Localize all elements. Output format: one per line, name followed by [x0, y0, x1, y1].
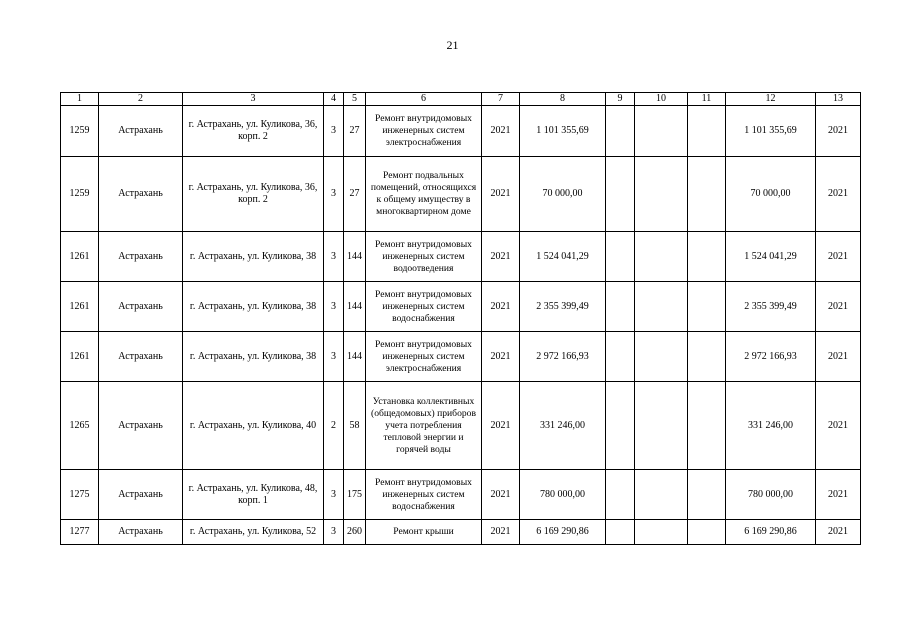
column-header: 2	[99, 93, 183, 106]
column-5-cell: 144	[344, 282, 366, 332]
address-cell: г. Астрахань, ул. Куликова, 36, корп. 2	[183, 106, 324, 157]
column-9-cell	[606, 332, 635, 382]
row-number: 1259	[61, 106, 99, 157]
cost-cell: 70 000,00	[520, 157, 606, 232]
work-type-cell: Ремонт внутридомовых инженерных систем водоотведения	[366, 232, 482, 282]
work-type-cell: Ремонт внутридомовых инженерных систем электроснабжения	[366, 332, 482, 382]
column-9-cell	[606, 470, 635, 520]
work-type-cell: Ремонт внутридомовых инженерных систем электроснабжения	[366, 106, 482, 157]
row-number: 1261	[61, 282, 99, 332]
column-5-cell: 260	[344, 520, 366, 545]
table-row	[61, 106, 861, 157]
total-cell: 2 355 399,49	[726, 282, 816, 332]
column-5-cell: 27	[344, 157, 366, 232]
cost-cell: 2 972 166,93	[520, 332, 606, 382]
row-number: 1261	[61, 232, 99, 282]
column-10-cell	[635, 157, 688, 232]
column-header: 7	[482, 93, 520, 106]
works-table	[60, 92, 861, 545]
column-11-cell	[688, 106, 726, 157]
column-header: 6	[366, 93, 482, 106]
end-year-cell: 2021	[816, 382, 861, 470]
column-4-cell: 2	[324, 382, 344, 470]
column-10-cell	[635, 282, 688, 332]
city-cell: Астрахань	[99, 382, 183, 470]
work-type-cell: Установка коллективных (общедомовых) приборов учета потребления тепловой энергии и горячей воды	[366, 382, 482, 470]
total-cell: 780 000,00	[726, 470, 816, 520]
city-cell: Астрахань	[99, 332, 183, 382]
city-cell: Астрахань	[99, 106, 183, 157]
address-cell: г. Астрахань, ул. Куликова, 38	[183, 332, 324, 382]
row-number: 1275	[61, 470, 99, 520]
total-cell: 1 524 041,29	[726, 232, 816, 282]
city-cell: Астрахань	[99, 520, 183, 545]
end-year-cell: 2021	[816, 470, 861, 520]
column-11-cell	[688, 520, 726, 545]
column-4-cell: 3	[324, 282, 344, 332]
year-cell: 2021	[482, 520, 520, 545]
column-header: 5	[344, 93, 366, 106]
column-header: 11	[688, 93, 726, 106]
address-cell: г. Астрахань, ул. Куликова, 40	[183, 382, 324, 470]
column-header: 8	[520, 93, 606, 106]
column-11-cell	[688, 282, 726, 332]
column-5-cell: 144	[344, 232, 366, 282]
page-number: 21	[446, 38, 459, 52]
end-year-cell: 2021	[816, 232, 861, 282]
table-row	[61, 382, 861, 470]
table-row	[61, 332, 861, 382]
total-cell: 70 000,00	[726, 157, 816, 232]
city-cell: Астрахань	[99, 470, 183, 520]
address-cell: г. Астрахань, ул. Куликова, 38	[183, 282, 324, 332]
city-cell: Астрахань	[99, 232, 183, 282]
total-cell: 2 972 166,93	[726, 332, 816, 382]
end-year-cell: 2021	[816, 520, 861, 545]
column-11-cell	[688, 470, 726, 520]
year-cell: 2021	[482, 332, 520, 382]
cost-cell: 2 355 399,49	[520, 282, 606, 332]
end-year-cell: 2021	[816, 106, 861, 157]
table-row	[61, 157, 861, 232]
column-4-cell: 3	[324, 332, 344, 382]
column-10-cell	[635, 332, 688, 382]
column-10-cell	[635, 470, 688, 520]
column-10-cell	[635, 232, 688, 282]
address-cell: г. Астрахань, ул. Куликова, 52	[183, 520, 324, 545]
city-cell: Астрахань	[99, 282, 183, 332]
column-header: 1	[61, 93, 99, 106]
work-type-cell: Ремонт крыши	[366, 520, 482, 545]
year-cell: 2021	[482, 382, 520, 470]
column-5-cell: 144	[344, 332, 366, 382]
end-year-cell: 2021	[816, 282, 861, 332]
work-type-cell: Ремонт внутридомовых инженерных систем водоснабжения	[366, 282, 482, 332]
cost-cell: 1 524 041,29	[520, 232, 606, 282]
total-cell: 6 169 290,86	[726, 520, 816, 545]
column-4-cell: 3	[324, 470, 344, 520]
column-header: 13	[816, 93, 861, 106]
column-header: 4	[324, 93, 344, 106]
column-9-cell	[606, 232, 635, 282]
column-11-cell	[688, 157, 726, 232]
city-cell: Астрахань	[99, 157, 183, 232]
cost-cell: 780 000,00	[520, 470, 606, 520]
row-number: 1265	[61, 382, 99, 470]
end-year-cell: 2021	[816, 332, 861, 382]
work-type-cell: Ремонт подвальных помещений, относящихся к общему имуществу в многоквартирном доме	[366, 157, 482, 232]
cost-cell: 331 246,00	[520, 382, 606, 470]
column-10-cell	[635, 106, 688, 157]
column-5-cell: 175	[344, 470, 366, 520]
header-row	[61, 93, 861, 106]
row-number: 1261	[61, 332, 99, 382]
row-number: 1277	[61, 520, 99, 545]
column-5-cell: 58	[344, 382, 366, 470]
table-row	[61, 520, 861, 545]
column-header: 3	[183, 93, 324, 106]
row-number: 1259	[61, 157, 99, 232]
total-cell: 331 246,00	[726, 382, 816, 470]
year-cell: 2021	[482, 157, 520, 232]
column-10-cell	[635, 520, 688, 545]
column-header: 10	[635, 93, 688, 106]
column-11-cell	[688, 232, 726, 282]
column-5-cell: 27	[344, 106, 366, 157]
work-type-cell: Ремонт внутридомовых инженерных систем водоснабжения	[366, 470, 482, 520]
year-cell: 2021	[482, 470, 520, 520]
column-11-cell	[688, 332, 726, 382]
column-9-cell	[606, 157, 635, 232]
column-9-cell	[606, 282, 635, 332]
table-body	[61, 106, 861, 545]
year-cell: 2021	[482, 232, 520, 282]
table-row	[61, 470, 861, 520]
year-cell: 2021	[482, 106, 520, 157]
table-row	[61, 232, 861, 282]
column-4-cell: 3	[324, 520, 344, 545]
total-cell: 1 101 355,69	[726, 106, 816, 157]
column-9-cell	[606, 520, 635, 545]
column-header: 12	[726, 93, 816, 106]
column-11-cell	[688, 382, 726, 470]
column-9-cell	[606, 106, 635, 157]
table-row	[61, 282, 861, 332]
address-cell: г. Астрахань, ул. Куликова, 36, корп. 2	[183, 157, 324, 232]
column-4-cell: 3	[324, 106, 344, 157]
year-cell: 2021	[482, 282, 520, 332]
column-10-cell	[635, 382, 688, 470]
column-header: 9	[606, 93, 635, 106]
cost-cell: 1 101 355,69	[520, 106, 606, 157]
column-4-cell: 3	[324, 232, 344, 282]
cost-cell: 6 169 290,86	[520, 520, 606, 545]
address-cell: г. Астрахань, ул. Куликова, 48, корп. 1	[183, 470, 324, 520]
column-4-cell: 3	[324, 157, 344, 232]
column-9-cell	[606, 382, 635, 470]
address-cell: г. Астрахань, ул. Куликова, 38	[183, 232, 324, 282]
end-year-cell: 2021	[816, 157, 861, 232]
